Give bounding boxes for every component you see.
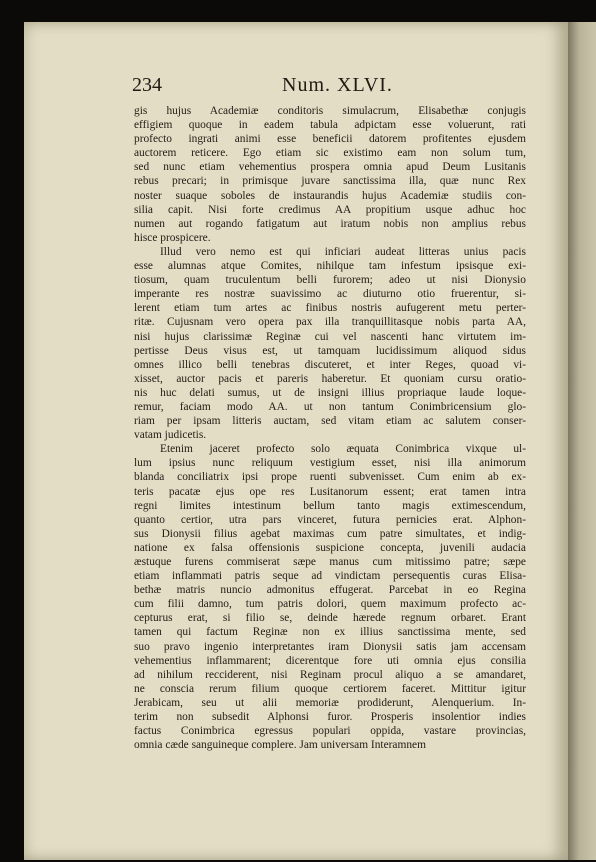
text-line: pertisse Deus visus est, ut tamquam lucidissimum aliquod sidus [134,344,526,357]
text-line: ritæ. Cujusnam vero opera pax illa tranquillitasque nobis parta AA, [134,316,526,329]
text-line: quanto certior, utra pars vinceret, futura pernicies erat. Alphon- [134,513,526,526]
text-line: ad nihilum recciderent, nisi Reginam procul aliquo a se amandaret, [134,668,526,681]
text-line: suo pravo ingenio interpretantes iram Dionysii satis jam accensam [134,640,526,653]
text-line: vehementius inflammarent; dicerentque fore uti omnia ejus consilia [134,654,526,667]
paragraph [134,104,526,245]
text-line: lerent etiam tum artes ac finibus nostris aufugerent metu perter- [134,302,526,315]
text-line: auctorem reticere. Ego etiam sic existimo eam non solum tum, [134,147,526,160]
book-page [24,22,568,860]
text-line: etiam inflammati patris seque ad vindictam persequentis curas Elisa- [134,570,526,583]
text-line: xisset, auctor pacis et pareris haberetur. Et quoniam cursu oratio- [134,372,526,385]
running-head: Num. XLVI. [282,74,393,96]
text-line: teris pacatæ ejus ope res Lusitanorum essent; erat tamen intra [134,485,526,498]
text-line: noster suaque soboles de instaurandis hujus Academiæ studiis con- [134,189,526,202]
text-line: effigiem quoque in eadem tabula adpictam esse voluerunt, rati [134,119,526,132]
text-line: numen aut rogando fatigatum aut iratum nobis non amplius rebus [134,217,526,230]
text-line: vatam judicetis. [134,429,207,442]
text-line: gis hujus Academiæ conditoris simulacrum, Elisabethæ conjugis [134,105,526,117]
text-line: terim non subsedit Alphonsi furor. Prosperis insolentior indies [134,711,526,724]
text-line: nis huc delati sumus, ut de insigni illius propriaque laude loque- [134,386,526,399]
text-line: riam per ipsam litteris auctam, sed vitam etiam ac salutem conser- [134,415,526,428]
text-line: esse alumnas atque Comites, nihilque tam infestum ipsisque exi- [134,260,526,273]
text-line: æstuque furens commiserat sæpe manus cum mitissimo patre; sæpe [134,556,526,568]
text-line: Etenim jaceret profecto solo æquata Conimbrica vixque ul- [160,443,526,456]
text-line: sed nunc etiam vehementius prospera omnia apud Deum Lusitanis [134,161,526,174]
text-line: factus Conimbrica egressus populari oppida, vastare provincias, [134,725,526,738]
text-line: omnia cæde sanguineque complere. Jam universam Interamnem [134,739,426,752]
text-line: profecto ingrati animi esse beneficii datorem profitentes ejusdem [134,133,526,146]
text-line: tamen qui factum Reginæ non ex illius sanctissima mente, sed [134,626,526,639]
adjacent-page-edge [568,22,596,860]
text-line: cepturus erat, si filio se, deinde hærede regnum orbaret. Erant [134,612,526,625]
text-line: remur, faciam modo AA. ut non tantum Conimbricensium glo- [134,400,526,413]
text-line: Jerabicam, seu ut alii memoriæ prodiderunt, Alenquerium. In- [134,696,526,709]
text-line: sus Dionysii filius agebat maximas cum patre simultates, et indig- [134,527,526,540]
text-line: Illud vero nemo est qui inficiari audeat litteras unius pacis [160,245,526,258]
text-line: imperante res nostræ suavissimo ac diuturno otio fruerentur, si- [134,288,526,301]
text-line: hisce prospicere. [134,231,211,244]
page-number: 234 [132,74,162,96]
paragraph [134,442,526,752]
text-line: omnes illico belli tenebras discuteret, et inter Reges, quoad vi- [134,358,526,371]
text-line: natione ex falsa offensionis suspicione concepta, juvenili audacia [134,541,526,554]
text-line: ne conscia rerum filium quoque certiorem faceret. Mittitur igitur [134,682,526,695]
text-line: blanda conciliatrix ipsi prope ruenti subvenisset. Cum enim ab ex- [134,471,526,484]
text-line: rebus precari; in primisque juvare sanctissima illa, quæ nunc Rex [134,175,526,188]
text-line: lum ipsius nunc reliquum vestigium esset, nisi illa animorum [134,457,526,470]
text-line: silia capit. Nisi forte credimus AA propitium usque adhuc hoc [134,203,526,216]
text-line: regni limites intestinum bellum tanto magis extimescendum, [134,499,526,512]
text-line: tiosum, quam truculentum belli furorem; adeo ut nisi Dionysio [134,274,526,287]
paragraph [134,245,526,442]
page-header [132,74,518,102]
text-line: nisi hujus clarissimæ Reginæ cui vel nascenti hanc virtutem im- [134,330,526,343]
text-line: cum filii damno, tum patris dolori, quem maximum profecto ac- [134,598,526,611]
text-line: bethæ matris nuncio admonitus effugerat. Parcebat in eo Regina [134,584,526,597]
body-text [134,104,526,752]
